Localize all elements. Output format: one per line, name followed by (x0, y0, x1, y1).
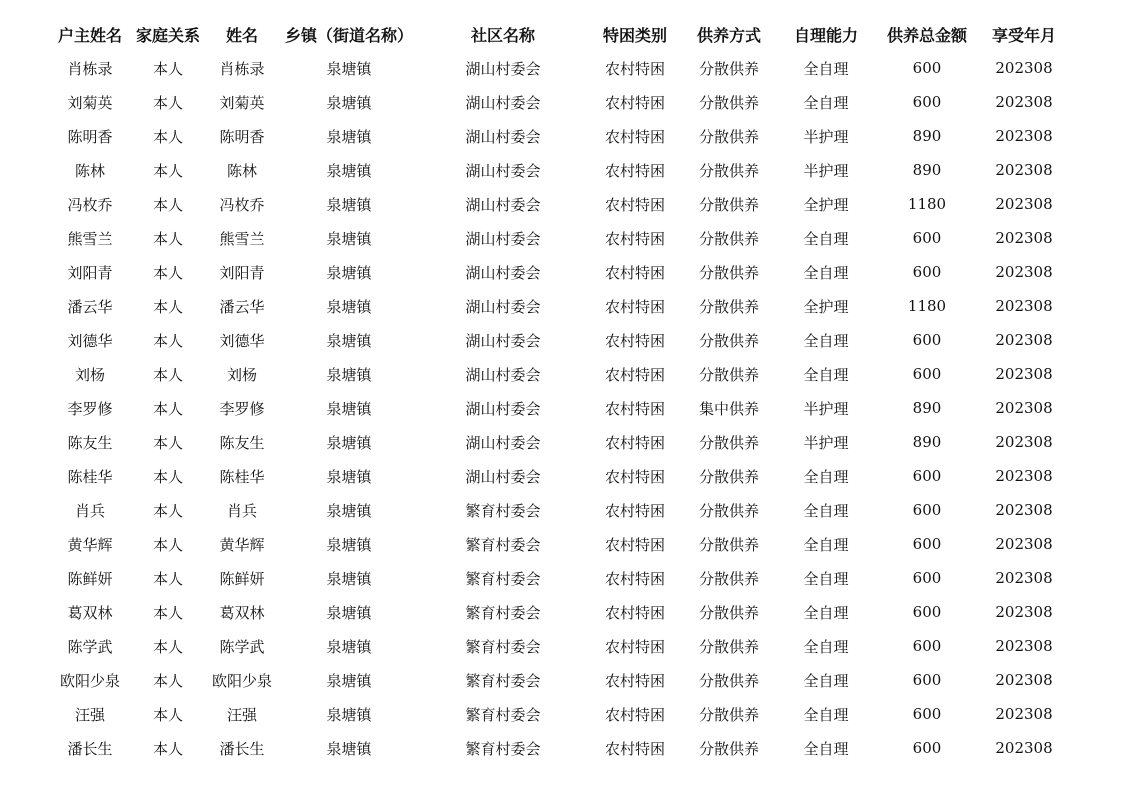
table-row (50, 595, 1072, 629)
community-cell: 湖山村委会 (465, 263, 541, 282)
relief-roster-table (50, 17, 1072, 765)
self-care-ability-cell: 全自理 (803, 637, 849, 656)
benefit-month-cell: 202308 (995, 637, 1053, 655)
township-cell: 泉塘镇 (326, 569, 372, 588)
support-amount-cell: 600 (912, 705, 942, 723)
township-cell: 泉塘镇 (326, 705, 372, 724)
benefit-month-cell: 202308 (995, 365, 1053, 383)
family-relation-cell: 本人 (152, 705, 183, 724)
township-cell: 泉塘镇 (326, 263, 372, 282)
support-amount-cell: 890 (912, 433, 942, 451)
benefit-month-cell: 202308 (995, 331, 1053, 349)
township-cell: 泉塘镇 (326, 739, 372, 758)
householder-name-cell: 陈林 (74, 161, 105, 180)
support-method-cell: 分散供养 (698, 297, 759, 316)
table-row (50, 697, 1072, 731)
hardship-category-cell: 农村特困 (604, 467, 665, 486)
hardship-category-cell: 农村特困 (604, 399, 665, 418)
family-relation-cell: 本人 (152, 127, 183, 146)
hardship-category-cell: 农村特困 (604, 501, 665, 520)
hardship-category-cell: 农村特困 (604, 127, 665, 146)
township-cell: 泉塘镇 (326, 399, 372, 418)
community-cell: 湖山村委会 (465, 161, 541, 180)
township-cell: 泉塘镇 (326, 297, 372, 316)
table-row (50, 459, 1072, 493)
self-care-ability-cell: 全自理 (803, 331, 849, 350)
name-cell: 刘阳青 (219, 263, 265, 282)
hardship-category-cell: 农村特困 (604, 59, 665, 78)
township-cell: 泉塘镇 (326, 535, 372, 554)
table-row (50, 187, 1072, 221)
support-method-cell: 分散供养 (698, 263, 759, 282)
benefit-month-cell: 202308 (995, 59, 1053, 77)
name-cell: 刘德华 (219, 331, 265, 350)
name-cell: 刘菊英 (219, 93, 265, 112)
self-care-ability-cell: 全自理 (803, 501, 849, 520)
header-householder-name: 户主姓名 (57, 25, 122, 45)
householder-name-cell: 陈明香 (67, 127, 113, 146)
self-care-ability-cell: 全自理 (803, 705, 849, 724)
township-cell: 泉塘镇 (326, 603, 372, 622)
support-method-cell: 分散供养 (698, 705, 759, 724)
self-care-ability-cell: 全自理 (803, 603, 849, 622)
support-method-cell: 分散供养 (698, 467, 759, 486)
householder-name-cell: 熊雪兰 (67, 229, 113, 248)
hardship-category-cell: 农村特困 (604, 739, 665, 758)
hardship-category-cell: 农村特困 (604, 297, 665, 316)
benefit-month-cell: 202308 (995, 195, 1053, 213)
table-row (50, 153, 1072, 187)
table-row (50, 255, 1072, 289)
community-cell: 湖山村委会 (465, 59, 541, 78)
support-method-cell: 集中供养 (698, 399, 759, 418)
householder-name-cell: 陈桂华 (67, 467, 113, 486)
benefit-month-cell: 202308 (995, 161, 1053, 179)
support-method-cell: 分散供养 (698, 671, 759, 690)
householder-name-cell: 刘阳青 (67, 263, 113, 282)
benefit-month-cell: 202308 (995, 671, 1053, 689)
table-row (50, 663, 1072, 697)
family-relation-cell: 本人 (152, 365, 183, 384)
township-cell: 泉塘镇 (326, 365, 372, 384)
family-relation-cell: 本人 (152, 739, 183, 758)
name-cell: 潘长生 (219, 739, 265, 758)
benefit-month-cell: 202308 (995, 93, 1053, 111)
community-cell: 繁育村委会 (465, 569, 541, 588)
hardship-category-cell: 农村特困 (604, 331, 665, 350)
township-cell: 泉塘镇 (326, 637, 372, 656)
support-method-cell: 分散供养 (698, 535, 759, 554)
header-row (50, 17, 1072, 51)
family-relation-cell: 本人 (152, 501, 183, 520)
table-row (50, 561, 1072, 595)
hardship-category-cell: 农村特困 (604, 603, 665, 622)
family-relation-cell: 本人 (152, 263, 183, 282)
benefit-month-cell: 202308 (995, 433, 1053, 451)
hardship-category-cell: 农村特困 (604, 93, 665, 112)
community-cell: 湖山村委会 (465, 229, 541, 248)
support-amount-cell: 890 (912, 127, 942, 145)
benefit-month-cell: 202308 (995, 705, 1053, 723)
support-method-cell: 分散供养 (698, 501, 759, 520)
support-method-cell: 分散供养 (698, 93, 759, 112)
family-relation-cell: 本人 (152, 331, 183, 350)
name-cell: 肖栋录 (219, 59, 265, 78)
community-cell: 湖山村委会 (465, 297, 541, 316)
householder-name-cell: 汪强 (74, 705, 105, 724)
self-care-ability-cell: 全自理 (803, 263, 849, 282)
support-method-cell: 分散供养 (698, 637, 759, 656)
self-care-ability-cell: 全自理 (803, 535, 849, 554)
support-amount-cell: 600 (912, 467, 942, 485)
support-amount-cell: 600 (912, 229, 942, 247)
family-relation-cell: 本人 (152, 671, 183, 690)
header-community: 社区名称 (470, 25, 535, 45)
township-cell: 泉塘镇 (326, 229, 372, 248)
township-cell: 泉塘镇 (326, 93, 372, 112)
support-amount-cell: 1180 (907, 297, 947, 315)
support-amount-cell: 600 (912, 263, 942, 281)
family-relation-cell: 本人 (152, 195, 183, 214)
community-cell: 繁育村委会 (465, 603, 541, 622)
table-row (50, 51, 1072, 85)
table-row (50, 425, 1072, 459)
header-self-care-ability: 自理能力 (793, 25, 858, 45)
support-method-cell: 分散供养 (698, 739, 759, 758)
support-amount-cell: 600 (912, 93, 942, 111)
self-care-ability-cell: 全护理 (803, 297, 849, 316)
community-cell: 繁育村委会 (465, 501, 541, 520)
roster-body (50, 51, 1072, 765)
name-cell: 陈林 (226, 161, 257, 180)
township-cell: 泉塘镇 (326, 161, 372, 180)
hardship-category-cell: 农村特困 (604, 161, 665, 180)
householder-name-cell: 葛双林 (67, 603, 113, 622)
support-method-cell: 分散供养 (698, 365, 759, 384)
community-cell: 繁育村委会 (465, 637, 541, 656)
householder-name-cell: 黄华辉 (67, 535, 113, 554)
township-cell: 泉塘镇 (326, 59, 372, 78)
name-cell: 潘云华 (219, 297, 265, 316)
township-cell: 泉塘镇 (326, 501, 372, 520)
table-row (50, 289, 1072, 323)
name-cell: 陈桂华 (219, 467, 265, 486)
name-cell: 黄华辉 (219, 535, 265, 554)
benefit-month-cell: 202308 (995, 229, 1053, 247)
support-amount-cell: 600 (912, 739, 942, 757)
householder-name-cell: 刘菊英 (67, 93, 113, 112)
name-cell: 李罗修 (219, 399, 265, 418)
householder-name-cell: 刘杨 (74, 365, 105, 384)
community-cell: 湖山村委会 (465, 93, 541, 112)
support-amount-cell: 600 (912, 535, 942, 553)
support-method-cell: 分散供养 (698, 603, 759, 622)
householder-name-cell: 陈友生 (67, 433, 113, 452)
support-method-cell: 分散供养 (698, 161, 759, 180)
self-care-ability-cell: 全自理 (803, 739, 849, 758)
benefit-month-cell: 202308 (995, 399, 1053, 417)
hardship-category-cell: 农村特困 (604, 637, 665, 656)
family-relation-cell: 本人 (152, 433, 183, 452)
benefit-month-cell: 202308 (995, 467, 1053, 485)
hardship-category-cell: 农村特困 (604, 365, 665, 384)
householder-name-cell: 陈学武 (67, 637, 113, 656)
name-cell: 熊雪兰 (219, 229, 265, 248)
table-row (50, 85, 1072, 119)
householder-name-cell: 冯枚乔 (67, 195, 113, 214)
householder-name-cell: 李罗修 (67, 399, 113, 418)
header-benefit-month: 享受年月 (991, 25, 1056, 45)
benefit-month-cell: 202308 (995, 263, 1053, 281)
support-amount-cell: 890 (912, 399, 942, 417)
support-amount-cell: 600 (912, 365, 942, 383)
name-cell: 陈友生 (219, 433, 265, 452)
support-amount-cell: 600 (912, 603, 942, 621)
table-row (50, 527, 1072, 561)
self-care-ability-cell: 全自理 (803, 59, 849, 78)
community-cell: 湖山村委会 (465, 195, 541, 214)
support-amount-cell: 600 (912, 569, 942, 587)
community-cell: 湖山村委会 (465, 331, 541, 350)
table-row (50, 221, 1072, 255)
support-method-cell: 分散供养 (698, 331, 759, 350)
table-row (50, 357, 1072, 391)
community-cell: 湖山村委会 (465, 433, 541, 452)
name-cell: 冯枚乔 (219, 195, 265, 214)
benefit-month-cell: 202308 (995, 739, 1053, 757)
support-amount-cell: 600 (912, 501, 942, 519)
name-cell: 陈鲜妍 (219, 569, 265, 588)
community-cell: 湖山村委会 (465, 399, 541, 418)
name-cell: 肖兵 (226, 501, 257, 520)
family-relation-cell: 本人 (152, 161, 183, 180)
support-method-cell: 分散供养 (698, 229, 759, 248)
community-cell: 繁育村委会 (465, 705, 541, 724)
self-care-ability-cell: 全自理 (803, 467, 849, 486)
community-cell: 湖山村委会 (465, 365, 541, 384)
householder-name-cell: 潘长生 (67, 739, 113, 758)
name-cell: 欧阳少泉 (211, 671, 272, 690)
hardship-category-cell: 农村特困 (604, 705, 665, 724)
hardship-category-cell: 农村特困 (604, 671, 665, 690)
family-relation-cell: 本人 (152, 569, 183, 588)
name-cell: 葛双林 (219, 603, 265, 622)
header-name: 姓名 (225, 25, 258, 45)
hardship-category-cell: 农村特困 (604, 535, 665, 554)
householder-name-cell: 肖兵 (74, 501, 105, 520)
table-row (50, 493, 1072, 527)
table-row (50, 323, 1072, 357)
family-relation-cell: 本人 (152, 535, 183, 554)
table-row (50, 119, 1072, 153)
self-care-ability-cell: 全自理 (803, 93, 849, 112)
hardship-category-cell: 农村特困 (604, 569, 665, 588)
family-relation-cell: 本人 (152, 399, 183, 418)
township-cell: 泉塘镇 (326, 467, 372, 486)
support-method-cell: 分散供养 (698, 195, 759, 214)
header-hardship-category: 特困类别 (602, 25, 667, 45)
self-care-ability-cell: 全自理 (803, 365, 849, 384)
table-row (50, 391, 1072, 425)
householder-name-cell: 陈鲜妍 (67, 569, 113, 588)
support-method-cell: 分散供养 (698, 59, 759, 78)
householder-name-cell: 刘德华 (67, 331, 113, 350)
support-amount-cell: 890 (912, 161, 942, 179)
support-amount-cell: 600 (912, 59, 942, 77)
name-cell: 汪强 (226, 705, 257, 724)
benefit-month-cell: 202308 (995, 535, 1053, 553)
table-row (50, 731, 1072, 765)
header-support-amount: 供养总金额 (886, 25, 967, 45)
township-cell: 泉塘镇 (326, 195, 372, 214)
header-township: 乡镇（街道名称） (284, 25, 413, 45)
family-relation-cell: 本人 (152, 467, 183, 486)
community-cell: 繁育村委会 (465, 739, 541, 758)
hardship-category-cell: 农村特困 (604, 229, 665, 248)
householder-name-cell: 欧阳少泉 (59, 671, 120, 690)
benefit-month-cell: 202308 (995, 603, 1053, 621)
header-family-relation: 家庭关系 (135, 25, 200, 45)
benefit-month-cell: 202308 (995, 501, 1053, 519)
family-relation-cell: 本人 (152, 603, 183, 622)
support-method-cell: 分散供养 (698, 127, 759, 146)
township-cell: 泉塘镇 (326, 127, 372, 146)
name-cell: 陈明香 (219, 127, 265, 146)
self-care-ability-cell: 全自理 (803, 569, 849, 588)
self-care-ability-cell: 全护理 (803, 195, 849, 214)
hardship-category-cell: 农村特困 (604, 263, 665, 282)
family-relation-cell: 本人 (152, 229, 183, 248)
self-care-ability-cell: 半护理 (803, 433, 849, 452)
support-amount-cell: 600 (912, 637, 942, 655)
community-cell: 湖山村委会 (465, 127, 541, 146)
hardship-category-cell: 农村特困 (604, 195, 665, 214)
hardship-category-cell: 农村特困 (604, 433, 665, 452)
self-care-ability-cell: 全自理 (803, 229, 849, 248)
name-cell: 陈学武 (219, 637, 265, 656)
self-care-ability-cell: 全自理 (803, 671, 849, 690)
table-row (50, 629, 1072, 663)
self-care-ability-cell: 半护理 (803, 127, 849, 146)
support-method-cell: 分散供养 (698, 569, 759, 588)
support-method-cell: 分散供养 (698, 433, 759, 452)
householder-name-cell: 潘云华 (67, 297, 113, 316)
township-cell: 泉塘镇 (326, 671, 372, 690)
township-cell: 泉塘镇 (326, 433, 372, 452)
self-care-ability-cell: 半护理 (803, 399, 849, 418)
family-relation-cell: 本人 (152, 93, 183, 112)
community-cell: 繁育村委会 (465, 535, 541, 554)
benefit-month-cell: 202308 (995, 127, 1053, 145)
family-relation-cell: 本人 (152, 297, 183, 316)
name-cell: 刘杨 (226, 365, 257, 384)
township-cell: 泉塘镇 (326, 331, 372, 350)
family-relation-cell: 本人 (152, 637, 183, 656)
support-amount-cell: 600 (912, 671, 942, 689)
community-cell: 湖山村委会 (465, 467, 541, 486)
self-care-ability-cell: 半护理 (803, 161, 849, 180)
header-support-method: 供养方式 (696, 25, 761, 45)
benefit-month-cell: 202308 (995, 569, 1053, 587)
benefit-month-cell: 202308 (995, 297, 1053, 315)
family-relation-cell: 本人 (152, 59, 183, 78)
householder-name-cell: 肖栋录 (67, 59, 113, 78)
support-amount-cell: 1180 (907, 195, 947, 213)
support-amount-cell: 600 (912, 331, 942, 349)
community-cell: 繁育村委会 (465, 671, 541, 690)
